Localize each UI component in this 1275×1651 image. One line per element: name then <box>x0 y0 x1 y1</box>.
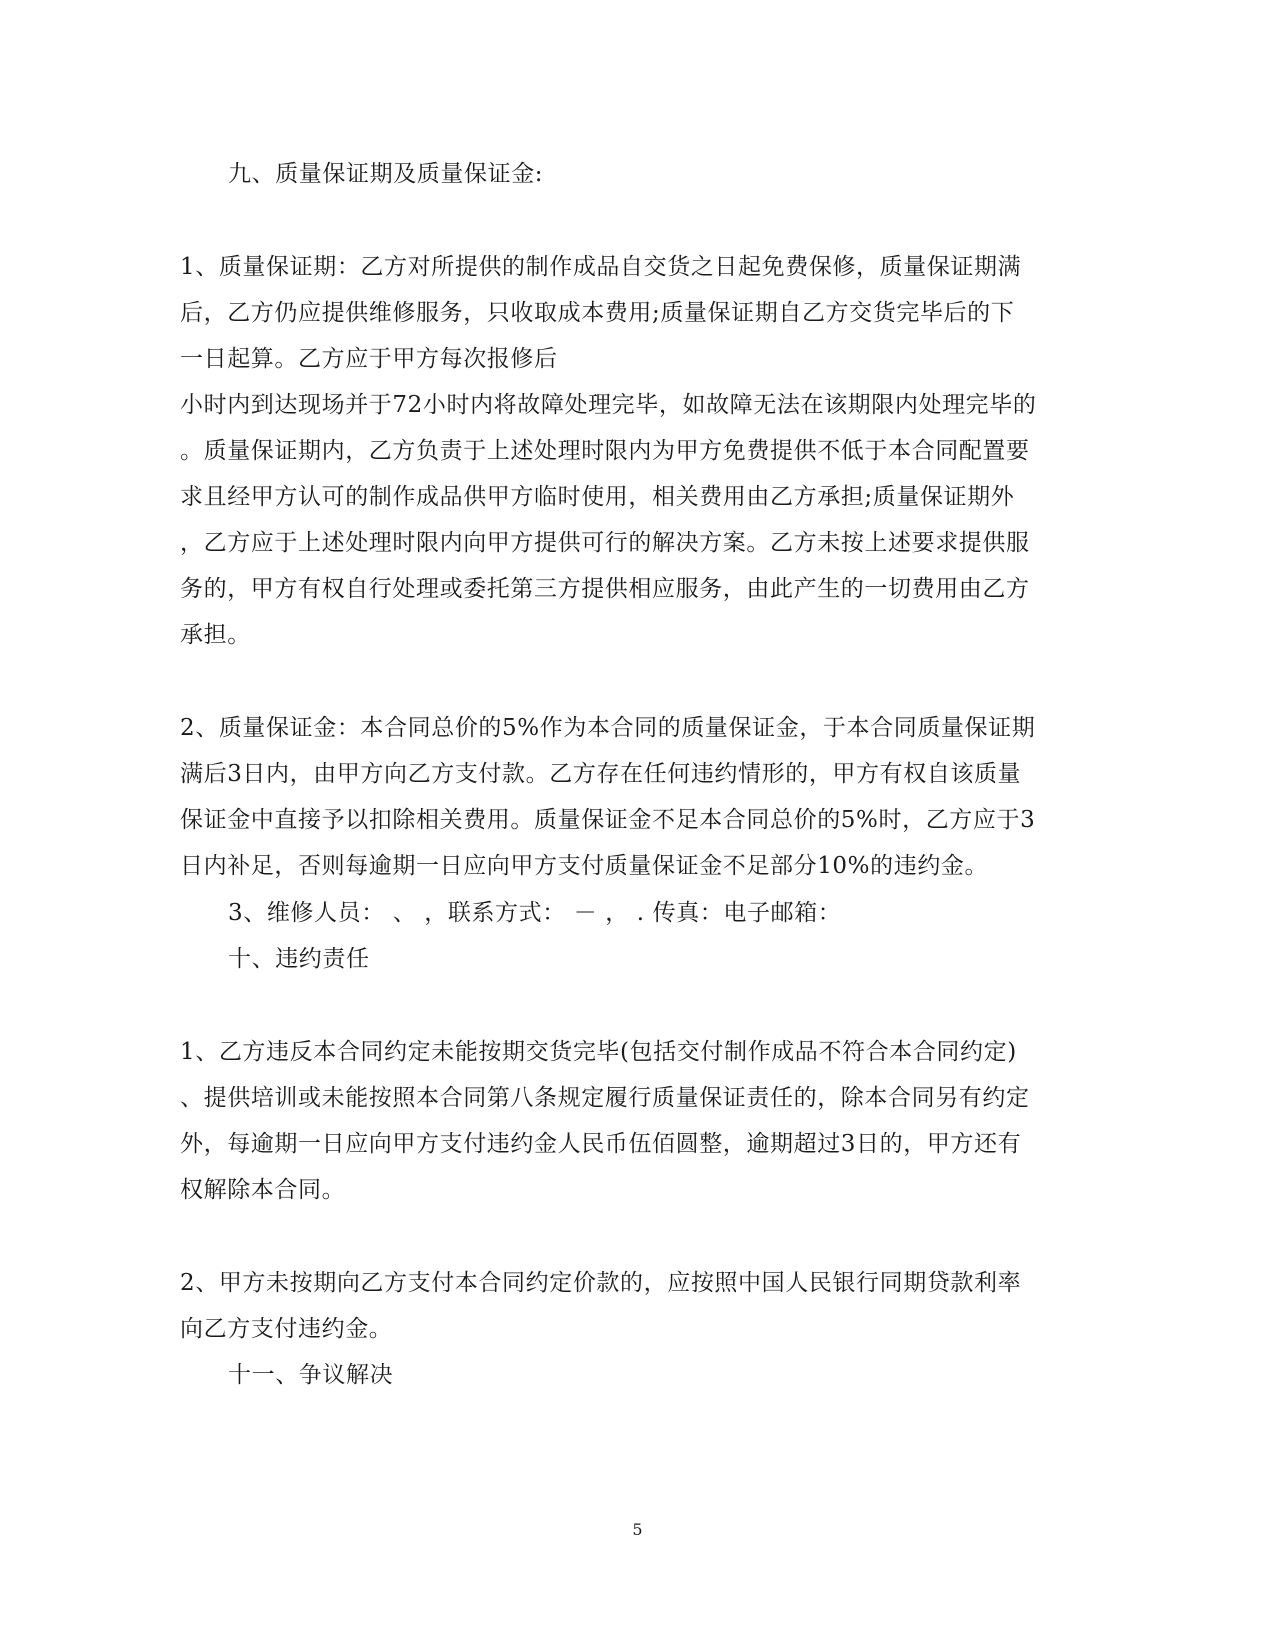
paragraph-line: 1、乙方违反本合同约定未能按期交货完毕(包括交付制作成品不符合本合同约定) <box>180 1039 1017 1065</box>
paragraph-line: 2、质量保证金：本合同总价的5%作为本合同的质量保证金，于本合同质量保证期 <box>180 715 1036 741</box>
paragraph-line: 外，每逾期一日应向甲方支付违约金人民币伍佰圆整，逾期超过3日的，甲方还有 <box>180 1131 1022 1157</box>
paragraph-line: 一日起算。乙方应于甲方每次报修后 <box>180 346 558 372</box>
paragraph-line: 日内补足，否则每逾期一日应向甲方支付质量保证金不足部分10%的违约金。 <box>180 853 989 879</box>
page-number: 5 <box>632 1520 643 1539</box>
paragraph-line: 小时内到达现场并于72小时内将故障处理完毕，如故障无法在该期限内处理完毕的 <box>180 392 1037 418</box>
section-heading-10: 十、违约责任 <box>228 946 370 972</box>
paragraph-line: 2、甲方未按期向乙方支付本合同约定价款的，应按照中国人民银行同期贷款利率 <box>180 1270 1022 1296</box>
paragraph-line: 满后3日内，由甲方向乙方支付款。乙方存在任何违约情形的，甲方有权自该质量 <box>180 761 1022 787</box>
contact-line: 3、维修人员： 、 ，联系方式： － ， . 传真：电子邮箱： <box>228 900 842 926</box>
paragraph-line: 。质量保证期内，乙方负责于上述处理时限内为甲方免费提供不低于本合同配置要 <box>180 438 1030 464</box>
paragraph-line: 、提供培训或未能按照本合同第八条规定履行质量保证责任的，除本合同另有约定 <box>180 1085 1030 1111</box>
paragraph-line: 保证金中直接予以扣除相关费用。质量保证金不足本合同总价的5%时，乙方应于3 <box>180 807 1036 833</box>
paragraph-line: 向乙方支付违约金。 <box>180 1316 393 1342</box>
paragraph-line: ，乙方应于上述处理时限内向甲方提供可行的解决方案。乙方未按上述要求提供服 <box>180 530 1030 556</box>
paragraph-line: 求且经甲方认可的制作成品供甲方临时使用，相关费用由乙方承担;质量保证期外 <box>180 484 1015 510</box>
paragraph-line: 承担。 <box>180 622 251 648</box>
paragraph-line: 务的，甲方有权自行处理或委托第三方提供相应服务，由此产生的一切费用由乙方 <box>180 576 1030 602</box>
paragraph-line: 1、质量保证期：乙方对所提供的制作成品自交货之日起免费保修，质量保证期满 <box>180 254 1022 280</box>
paragraph-line: 后，乙方仍应提供维修服务，只收取成本费用;质量保证期自乙方交货完毕后的下 <box>180 300 1015 326</box>
paragraph-line: 权解除本合同。 <box>180 1177 346 1203</box>
section-heading-9: 九、质量保证期及质量保证金: <box>228 161 544 187</box>
section-heading-11: 十一、争议解决 <box>228 1362 394 1388</box>
